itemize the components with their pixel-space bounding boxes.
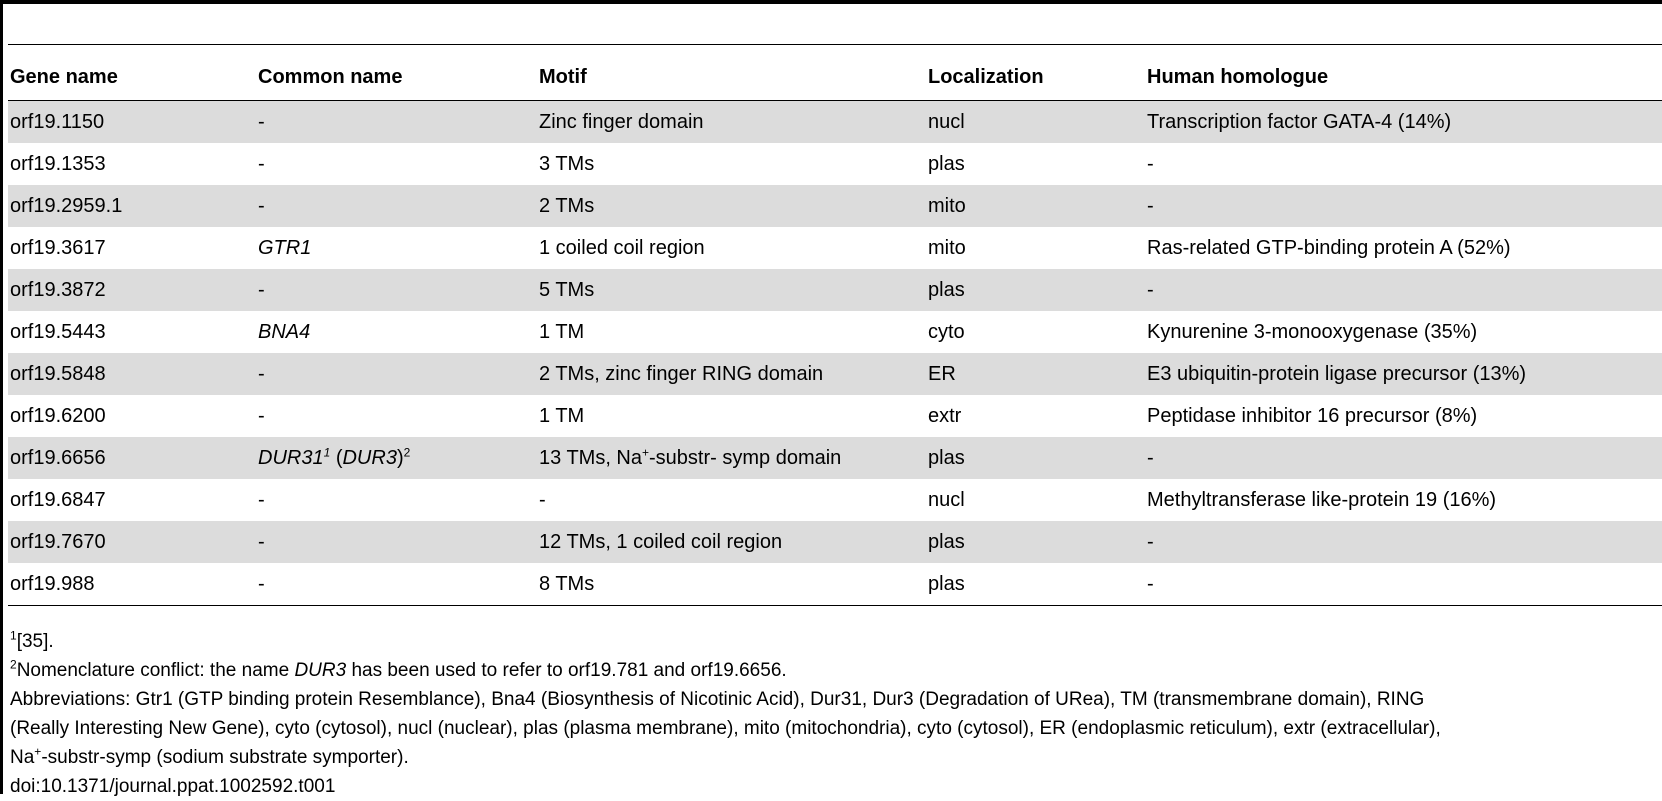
- gene-name-cell: orf19.5848: [8, 353, 256, 395]
- header-localization: Localization: [926, 54, 1145, 101]
- localization-cell: plas: [926, 563, 1145, 606]
- gene-name-cell: orf19.3617: [10, 236, 106, 259]
- gene-name-cell: orf19.7670: [8, 521, 256, 563]
- table-row: [8, 563, 1662, 606]
- homologue-cell: -: [1147, 152, 1154, 175]
- common-name-italic: GTR1: [258, 236, 312, 259]
- common-name-cell: [256, 311, 537, 353]
- gene-name-cell: orf19.6200: [10, 404, 106, 427]
- motif-cell: 8 TMs: [537, 563, 926, 606]
- common-name-cell: -: [256, 353, 537, 395]
- localization-cell: plas: [926, 437, 1145, 479]
- localization-cell: nucl: [926, 101, 1145, 144]
- gene-table: [8, 54, 1662, 606]
- common-name-italic: DUR31: [258, 446, 324, 469]
- common-name-cell: -: [256, 101, 537, 144]
- abbreviations-line-3: [10, 743, 1660, 772]
- abbreviations-line-1: Abbreviations: Gtr1 (GTP binding protein Resemblance), Bna4 (Biosynthesis of Nicotinic Acid), Dur31, Dur3 (Degradation of URea), TM (transmembrane domain), RING: [10, 689, 1425, 710]
- gene-name-cell: orf19.1150: [8, 101, 256, 144]
- motif-cell: 3 TMs: [539, 152, 595, 175]
- motif-cell: 2 TMs: [537, 185, 926, 227]
- superscript-plus: +: [34, 744, 42, 759]
- localization-cell: cyto: [928, 320, 965, 343]
- homologue-cell: Kynurenine 3-monooxygenase (35%): [1147, 320, 1478, 343]
- common-name-cell: -: [256, 521, 537, 563]
- motif-cell: 1 coiled coil region: [539, 236, 705, 259]
- footnote-text: [35].: [16, 631, 54, 652]
- gene-name-cell: orf19.1353: [10, 152, 106, 175]
- footnote-marker: 2: [10, 657, 17, 672]
- homologue-cell: Peptidase inhibitor 16 precursor (8%): [1147, 404, 1478, 427]
- homologue-cell: -: [1145, 185, 1662, 227]
- motif-cell: 1 TM: [539, 404, 585, 427]
- gene-name-cell: orf19.988: [8, 563, 256, 606]
- table-row: [8, 311, 1662, 353]
- table-header-row: [8, 54, 1662, 101]
- table-footnotes: [10, 627, 1660, 801]
- table-row: [8, 353, 1662, 395]
- table-row: [8, 269, 1662, 311]
- homologue-cell: -: [1145, 521, 1662, 563]
- paren-close: ): [396, 446, 404, 469]
- motif-cell: 1 TM: [539, 320, 585, 343]
- gene-name-cell: orf19.6656: [8, 437, 256, 479]
- header-common-name: Common name: [256, 54, 537, 101]
- abbrev-text: -substr-symp (sodium substrate symporter).: [41, 747, 409, 768]
- motif-cell: -: [539, 488, 546, 511]
- footnote-marker: 1: [10, 628, 17, 643]
- localization-cell: nucl: [928, 488, 965, 511]
- common-name-cell: -: [256, 563, 537, 606]
- common-name-cell: -: [258, 488, 265, 511]
- common-name-cell: -: [256, 185, 537, 227]
- homologue-cell: E3 ubiquitin-protein ligase precursor (13%): [1145, 353, 1662, 395]
- gene-name-cell: orf19.5443: [10, 320, 106, 343]
- motif-cell: 12 TMs, 1 coiled coil region: [537, 521, 926, 563]
- common-name-cell: -: [258, 404, 265, 427]
- footnote-marker: 2: [403, 444, 411, 459]
- common-name-cell: [256, 437, 537, 479]
- table-row: [8, 395, 1662, 437]
- common-name-cell: -: [256, 269, 537, 311]
- header-human-homologue: Human homologue: [1145, 54, 1662, 101]
- homologue-cell: Ras-related GTP-binding protein A (52%): [1147, 236, 1511, 259]
- header-top-rule: [8, 44, 1662, 45]
- superscript-plus: +: [642, 444, 650, 459]
- localization-cell: extr: [928, 404, 962, 427]
- footnote-2: [10, 656, 1660, 685]
- footnote-text: Nomenclature conflict: the name: [16, 660, 295, 681]
- homologue-cell: Methyltransferase like-protein 19 (16%): [1147, 488, 1497, 511]
- common-name-cell: -: [258, 152, 265, 175]
- localization-cell: plas: [928, 152, 965, 175]
- table-row: [8, 227, 1662, 269]
- common-name-italic: BNA4: [258, 320, 311, 343]
- motif-cell: [537, 437, 926, 479]
- paren-open: (: [330, 446, 343, 469]
- table-row: [8, 479, 1662, 521]
- top-border-rule: [0, 0, 1662, 4]
- motif-text: -substr- symp domain: [649, 446, 842, 469]
- homologue-cell: -: [1145, 563, 1662, 606]
- gene-name-cell: orf19.2959.1: [8, 185, 256, 227]
- common-name-cell: [256, 227, 537, 269]
- homologue-cell: Transcription factor GATA-4 (14%): [1145, 101, 1662, 144]
- footnote-1: [10, 627, 1660, 656]
- gene-name-cell: orf19.3872: [8, 269, 256, 311]
- table-row: [8, 101, 1662, 144]
- motif-text: 13 TMs, Na: [539, 446, 642, 469]
- localization-cell: plas: [926, 269, 1145, 311]
- footnote-italic-gene: DUR3: [294, 660, 347, 681]
- doi-link[interactable]: doi:10.1371/journal.ppat.1002592.t001: [10, 776, 336, 797]
- header-motif: Motif: [537, 54, 926, 101]
- header-gene-name: Gene name: [8, 54, 256, 101]
- abbreviations-line-2: (Really Interesting New Gene), cyto (cytosol), nucl (nuclear), plas (plasma membrane), mito (mitochondria), cyto (cytosol), ER (endoplasmic reticulum), extr (extracellular),: [10, 718, 1441, 739]
- footnote-marker-text: 1: [323, 444, 331, 459]
- localization-cell: plas: [926, 521, 1145, 563]
- table-row: [8, 437, 1662, 479]
- localization-cell: mito: [926, 185, 1145, 227]
- motif-cell: Zinc finger domain: [537, 101, 926, 144]
- left-border-rule: [0, 0, 3, 794]
- motif-cell: 5 TMs: [537, 269, 926, 311]
- table-row: [8, 521, 1662, 563]
- table-row: [8, 143, 1662, 185]
- homologue-cell: -: [1145, 437, 1662, 479]
- footnote-text: has been used to refer to orf19.781 and orf19.6656.: [346, 660, 787, 681]
- gene-name-cell: orf19.6847: [10, 488, 106, 511]
- common-name-italic: DUR3: [342, 446, 397, 469]
- localization-cell: mito: [928, 236, 966, 259]
- motif-cell: 2 TMs, zinc finger RING domain: [537, 353, 926, 395]
- localization-cell: ER: [926, 353, 1145, 395]
- homologue-cell: -: [1145, 269, 1662, 311]
- abbrev-text: Na: [10, 747, 35, 768]
- table-row: [8, 185, 1662, 227]
